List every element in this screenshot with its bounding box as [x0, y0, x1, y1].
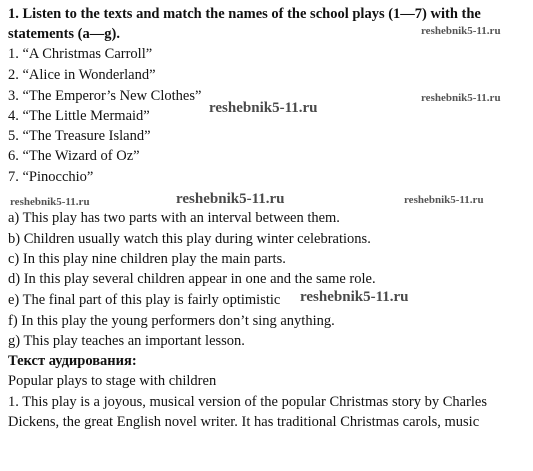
play-item: 1. “A Christmas Carroll” — [8, 46, 153, 62]
play-item: 6. “The Wizard of Oz” — [8, 148, 140, 164]
watermark: reshebnik5-11.ru — [421, 25, 501, 37]
watermark: reshebnik5-11.ru — [209, 100, 318, 116]
watermark: reshebnik5-11.ru — [421, 92, 501, 104]
watermark: reshebnik5-11.ru — [176, 191, 285, 207]
statement-item: b) Children usually watch this play during winter celebrations. — [8, 231, 371, 247]
play-item: 7. “Pinocchio” — [8, 169, 94, 185]
statement-item: d) In this play several children appear in one and the same role. — [8, 271, 376, 287]
statement-item: a) This play has two parts with an interval between them. — [8, 210, 340, 226]
statement-item: e) The final part of this play is fairly optimistic — [8, 292, 281, 308]
transcript-paragraph-line: Dickens, the great English novel writer. It has traditional Christmas carols, music — [8, 414, 480, 430]
watermark: reshebnik5-11.ru — [300, 289, 409, 305]
play-item: 3. “The Emperor’s New Clothes” — [8, 88, 202, 104]
statement-item: g) This play teaches an important lesson. — [8, 333, 245, 349]
watermark: reshebnik5-11.ru — [10, 196, 90, 208]
statement-item: f) In this play the young performers don’t sing anything. — [8, 313, 335, 329]
play-item: 2. “Alice in Wonderland” — [8, 67, 156, 83]
task-heading-line2: statements (a—g). — [8, 26, 120, 42]
task-heading-line1: 1. Listen to the texts and match the names of the school plays (1—7) with the — [8, 6, 481, 22]
play-item: 4. “The Little Mermaid” — [8, 108, 150, 124]
transcript-paragraph-line: 1. This play is a joyous, musical version of the popular Christmas story by Charles — [8, 394, 487, 410]
statement-item: c) In this play nine children play the main parts. — [8, 251, 286, 267]
play-item: 5. “The Treasure Island” — [8, 128, 151, 144]
watermark: reshebnik5-11.ru — [404, 194, 484, 206]
transcript-heading: Текст аудирования: — [8, 353, 137, 369]
transcript-title: Popular plays to stage with children — [8, 373, 217, 389]
